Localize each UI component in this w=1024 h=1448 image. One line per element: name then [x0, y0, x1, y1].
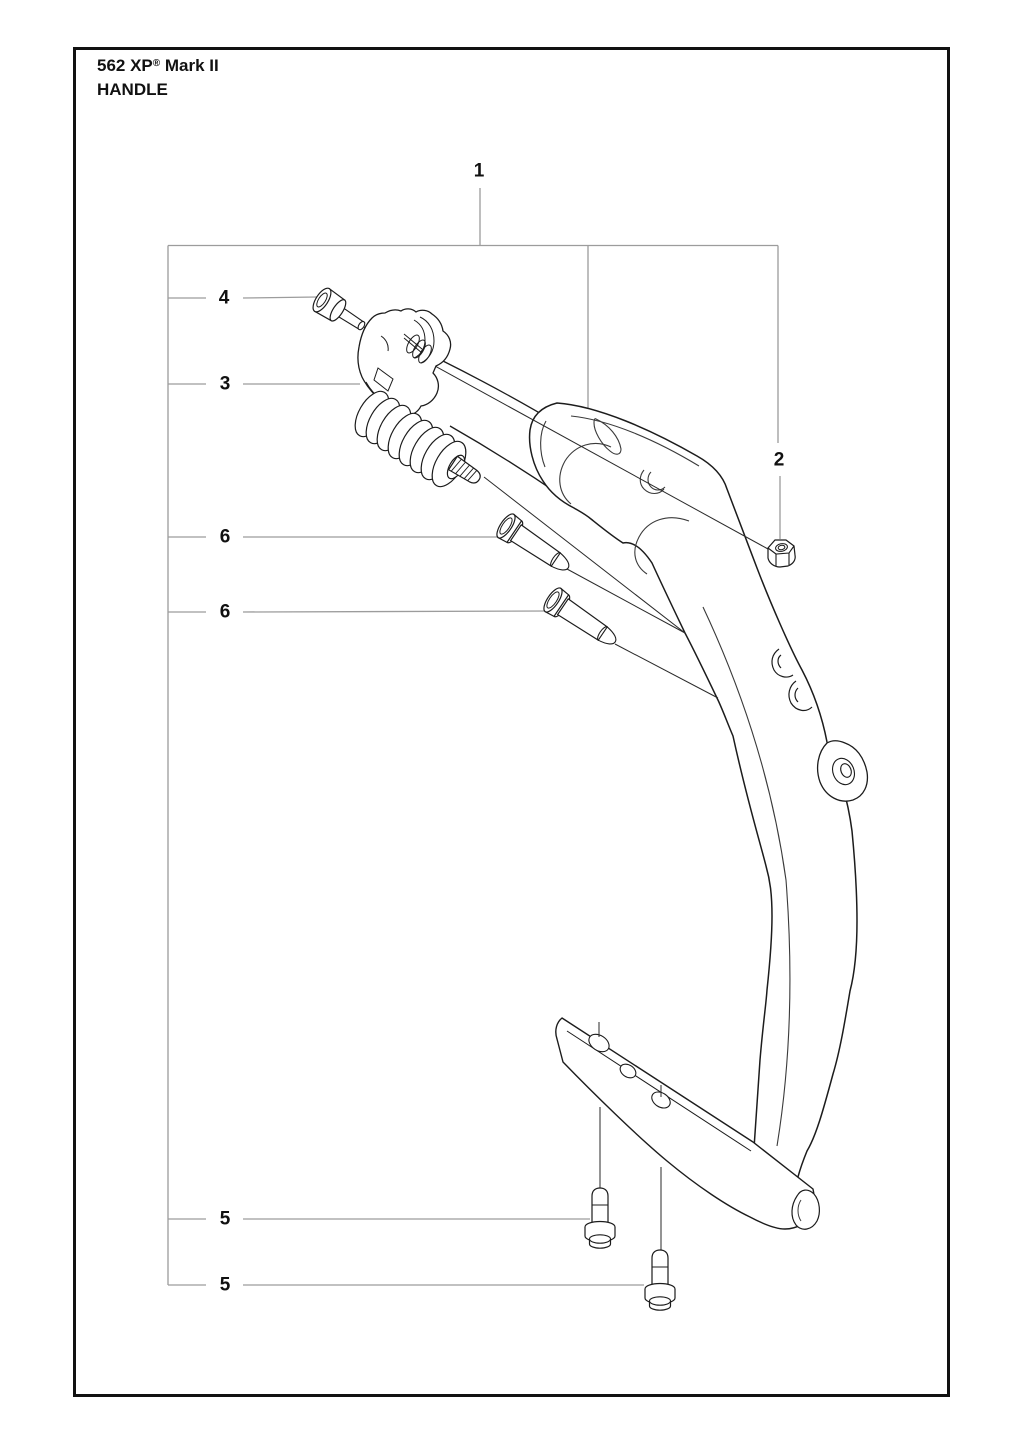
handle-screw-upper-part6 [494, 511, 576, 579]
handle-screw-lower-part6 [541, 585, 623, 653]
threaded-stud [449, 456, 484, 486]
callout-5-front: 5 [219, 1208, 231, 1230]
plate-screw-rear-part5 [645, 1250, 675, 1310]
callout-1: 1 [473, 160, 485, 182]
callout-5-rear: 5 [219, 1274, 231, 1296]
hex-nut-part2 [768, 540, 795, 567]
section-title: HANDLE [97, 80, 168, 99]
callout-6-lower: 6 [219, 601, 231, 623]
callout-6-upper: 6 [219, 526, 231, 548]
damper-spring-assembly [348, 309, 483, 492]
callout-2: 2 [773, 449, 785, 471]
model-variant: Mark II [164, 56, 219, 75]
callout-3: 3 [219, 373, 231, 395]
plate-screw-front-part5 [585, 1188, 615, 1248]
registered-trademark-symbol: ® [152, 58, 161, 69]
handle-assembly-drawing [530, 403, 868, 1226]
callout-4: 4 [218, 287, 230, 309]
model-name: 562 XP [97, 56, 153, 75]
socket-screw-part4 [310, 285, 371, 338]
